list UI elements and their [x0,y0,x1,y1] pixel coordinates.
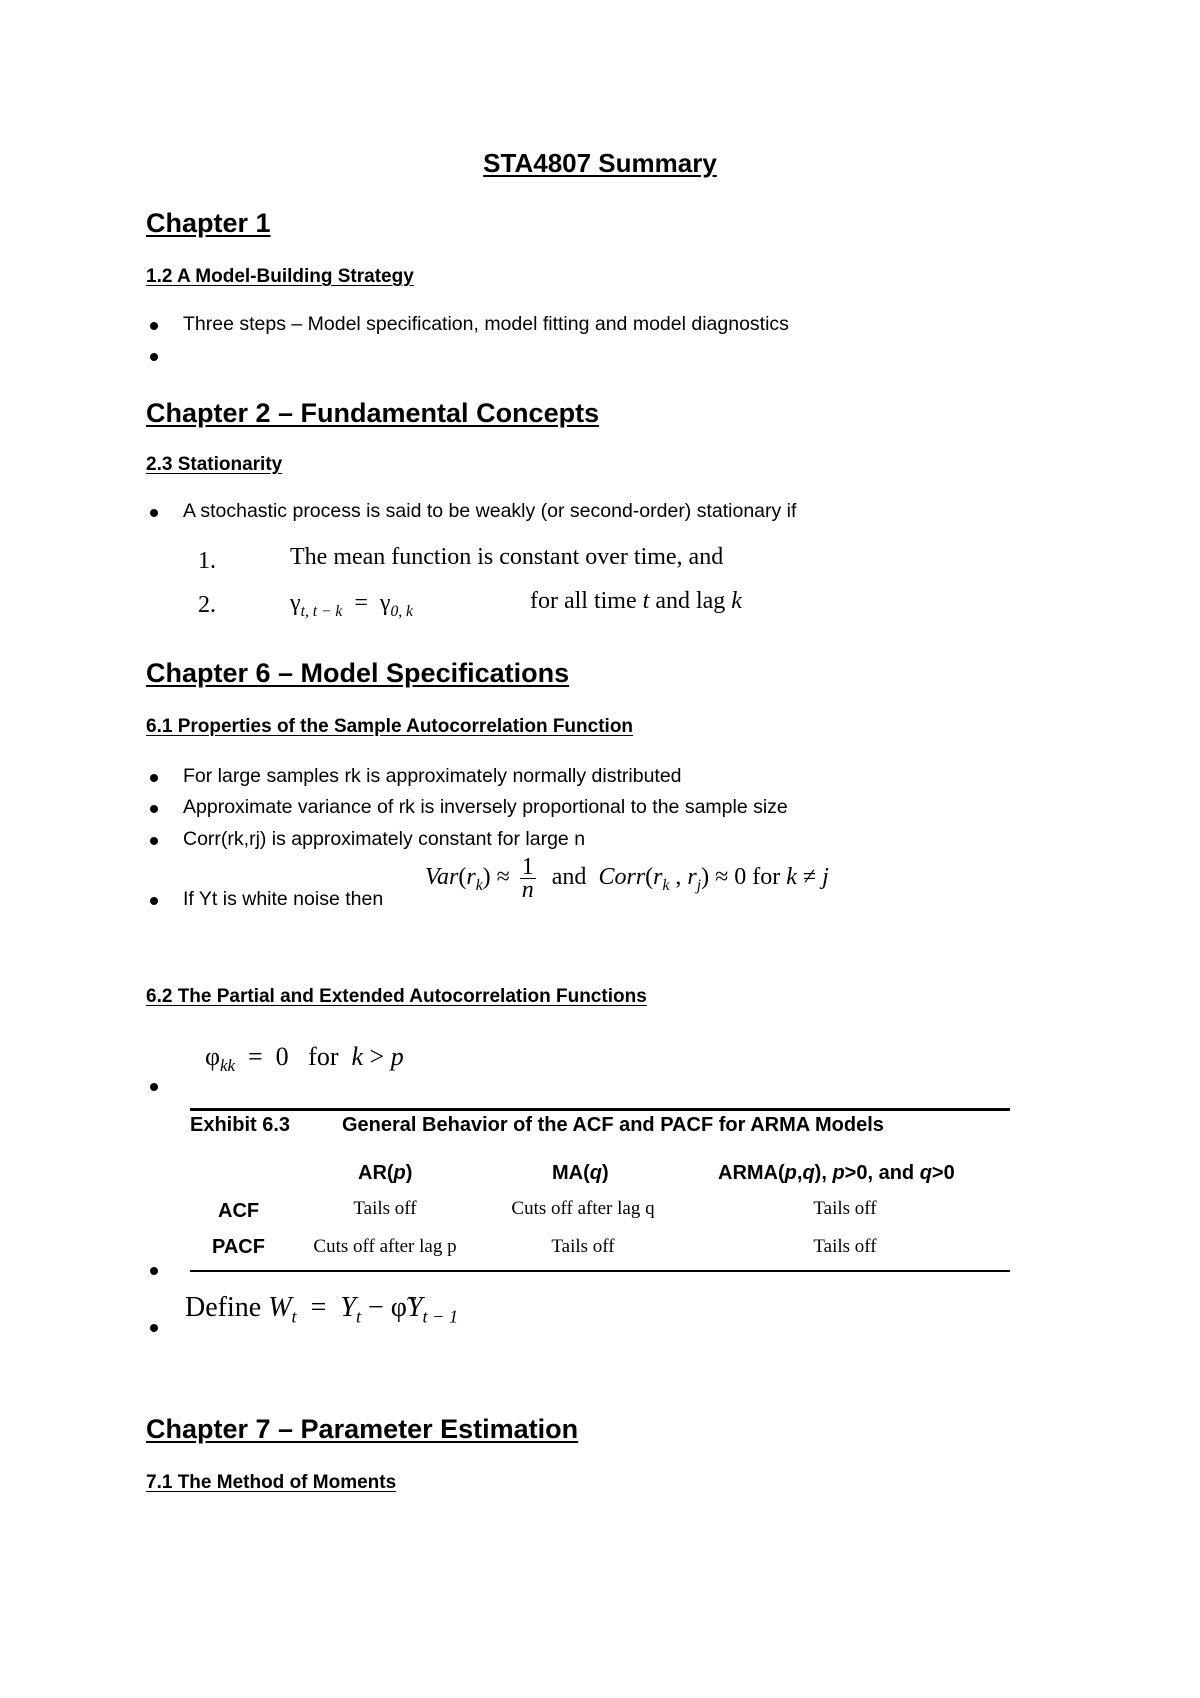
table-cell: Cuts off after lag q [511,1198,655,1219]
condition-2-formula: $\gamma_{t, t - k} = \gamma_{0, k}$ [290,590,413,620]
chapter-2-heading: Chapter 2 – Fundamental Concepts [146,398,600,428]
section-2-3-heading: 2.3 Stationarity [146,454,283,475]
condition-1-number: 1. [198,548,216,574]
section-1-2-heading: 1.2 A Model-Building Strategy [146,266,414,287]
table-bottom-rule [190,1270,1010,1272]
pacf-formula: $\varphi_{kk} = 0$ for k > p [205,1042,404,1076]
bullet-dot [150,322,158,330]
bullet-dot [150,1083,158,1091]
exhibit-label: Exhibit 6.3 [190,1114,291,1136]
page-title: STA4807 Summary [483,148,717,178]
bullet-dot [150,837,158,845]
chapter-1-heading: Chapter 1 [146,208,271,238]
column-header-arma: ARMA(p,q), p>0, and q>0 [718,1162,955,1184]
column-header-ar: AR(p) [358,1162,413,1184]
condition-2-text: for all time t and lag k [530,588,742,614]
list-item: Corr(rk,rj) is approximately constant for large n [183,828,586,850]
table-cell: Cuts off after lag p [313,1236,457,1257]
condition-2-number: 2. [198,592,216,618]
table-cell: Tails off [813,1198,877,1219]
list-item: If Yt is white noise then [183,888,384,910]
section-6-2-heading: 6.2 The Partial and Extended Autocorrelation Functions [146,986,647,1007]
bullet-dot [150,1324,158,1332]
define-formula: Define $W_t = Y_t$ − $\varphĩY_{t - 1}$ [185,1292,459,1327]
bullet-dot [150,897,158,905]
section-7-1-heading: 7.1 The Method of Moments [146,1472,397,1493]
list-item: A stochastic process is said to be weakly (or second-order) stationary if [183,500,797,522]
list-item: Approximate variance of rk is inversely proportional to the sample size [183,796,788,818]
row-header-acf: ACF [218,1200,260,1222]
table-cell: Tails off [353,1198,417,1219]
table-top-rule [190,1108,1010,1111]
bullet-dot [150,353,158,361]
bullet-dot [150,1267,158,1275]
table-cell: Tails off [551,1236,615,1257]
exhibit-title: General Behavior of the ACF and PACF for ARMA Models [342,1114,884,1136]
row-header-pacf: PACF [212,1236,265,1258]
chapter-6-heading: Chapter 6 – Model Specifications [146,658,570,688]
column-header-ma: MA(q) [552,1162,609,1184]
table-cell: Tails off [813,1236,877,1257]
bullet-dot [150,805,158,813]
list-item: For large samples rk is approximately normally distributed [183,765,682,787]
bullet-dot [150,774,158,782]
white-noise-formula: $Var(r_k)$ ≈ $\frac{1}{n}$ and $Corr(r_k$ , $r_j) \approx 0$ for k ≠ j [425,854,829,903]
condition-1-text: The mean function is constant over time, and [290,544,724,570]
bullet-dot [150,509,158,517]
list-item: Three steps – Model specification, model fitting and model diagnostics [183,313,789,335]
chapter-7-heading: Chapter 7 – Parameter Estimation [146,1414,579,1444]
section-6-1-heading: 6.1 Properties of the Sample Autocorrelation Function [146,716,634,737]
